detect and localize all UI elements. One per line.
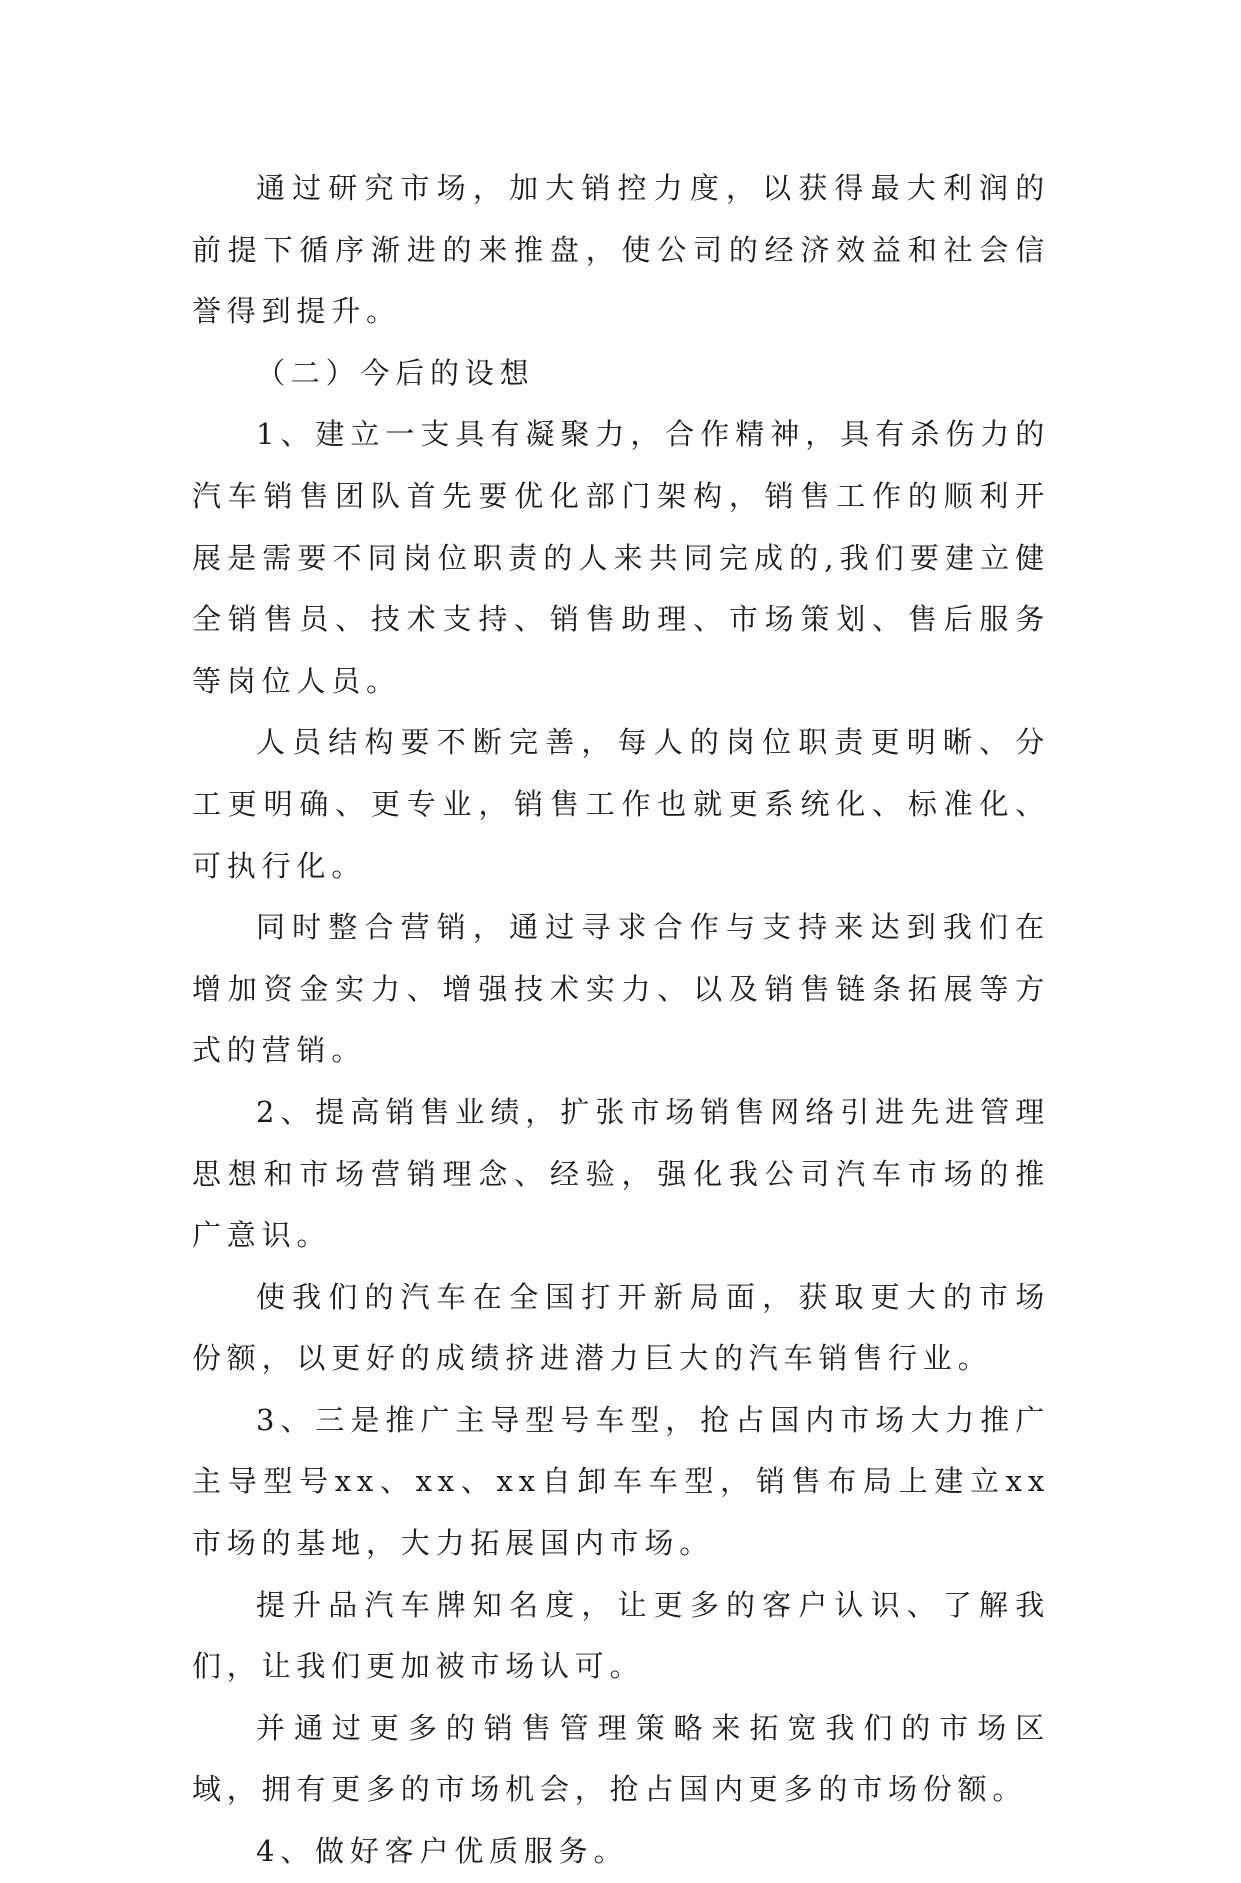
paragraph-intro: 通过研究市场，加大销控力度，以获得最大利润的前提下循序渐进的来推盘，使公司的经济效益和社会信誉得到提升。 (192, 171, 1050, 329)
paragraph-brand-awareness: 提升品汽车牌知名度，让更多的客户认识、了解我们，让我们更加被市场认可。 (192, 1587, 1050, 1684)
paragraph-market-expansion: 并通过更多的销售管理策略来拓宽我们的市场区域，拥有更多的市场机会，抢占国内更多的市场份额。 (192, 1710, 1050, 1807)
document-body (192, 158, 1050, 1883)
section-heading-future-plans: （二）今后的设想 (256, 355, 535, 390)
paragraph-integrated-marketing: 同时整合营销，通过寻求合作与支持来达到我们在增加资金实力、增强技术实力、以及销售链条拓展等方式的营销。 (192, 910, 1050, 1068)
paragraph-staff-structure: 人员结构要不断完善，每人的岗位职责更明晰、分工更明确、更专业，销售工作也就更系统化、标准化、可执行化。 (192, 725, 1050, 883)
paragraph-item-4: 4、做好客户优质服务。 (256, 1834, 629, 1869)
paragraph-item-3: 3、三是推广主导型号车型，抢占国内市场大力推广主导型号xx、xx、xx自卸车车型，销售布局上建立xx市场的基地，大力拓展国内市场。 (192, 1402, 1050, 1561)
paragraph-item-2: 2、提高销售业绩，扩张市场销售网络引进先进管理思想和市场营销理念、经验，强化我公司汽车市场的推广意识。 (192, 1094, 1050, 1253)
paragraph-item-1: 1、建立一支具有凝聚力，合作精神，具有杀伤力的汽车销售团队首先要优化部门架构，销售工作的顺利开展是需要不同岗位职责的人来共同完成的,我们要建立健全销售员、技术支持、销售助理、市场策划、售后服务等岗位人员。 (192, 417, 1050, 698)
paragraph-national-market: 使我们的汽车在全国打开新局面，获取更大的市场份额，以更好的成绩挤进潜力巨大的汽车销售行业。 (192, 1279, 1050, 1376)
